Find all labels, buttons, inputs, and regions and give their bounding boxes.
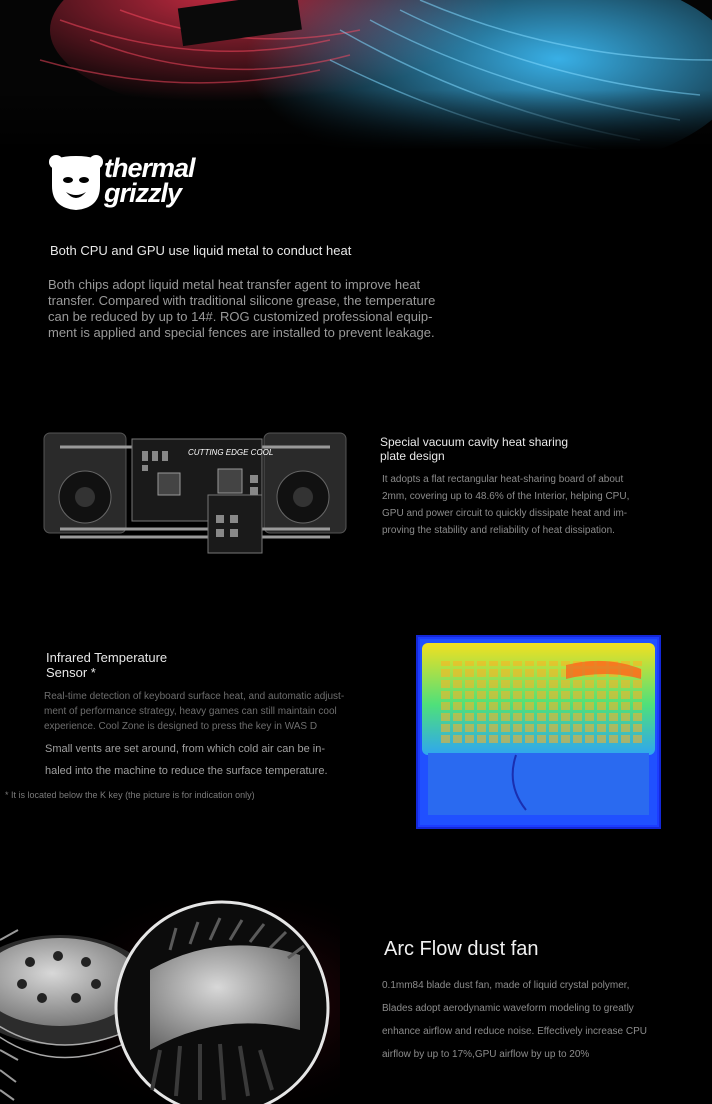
- body-line: GPU and power circuit to quickly dissipate heat and im-: [382, 508, 628, 519]
- infrared-title: [46, 650, 167, 680]
- title-line: Special vacuum cavity heat sharing: [380, 435, 569, 449]
- arc-flow-title: Arc Flow dust fan: [384, 938, 539, 960]
- thermal-image: [416, 635, 661, 829]
- body-line: Real-time detection of keyboard surface heat, and automatic adjust-: [44, 691, 345, 702]
- arc-flow-body: [382, 974, 647, 1066]
- hero-airflow-image: [0, 0, 712, 150]
- body-line: 0.1mm84 blade dust fan, made of liquid crystal polymer,: [382, 980, 630, 991]
- infrared-body-primary: [44, 689, 344, 734]
- board-label: CUTTING EDGE COOL: [188, 448, 274, 457]
- body-line: enhance airflow and reduce noise. Effectively increase CPU: [382, 1026, 647, 1037]
- body-line: transfer. Compared with traditional silicone grease, the temperature: [48, 293, 436, 308]
- body-line: experience. Cool Zone is designed to press the key in WAS D: [44, 721, 318, 732]
- title-line: Infrared Temperature: [46, 650, 168, 665]
- body-line: Blades adopt aerodynamic waveform modeling to greatly: [382, 1003, 634, 1014]
- body-line: Small vents are set around, from which cold air can be in-: [45, 743, 326, 755]
- brand-line-2: grizzly: [104, 178, 182, 208]
- body-line: 2mm, covering up to 48.6% of the Interior, helping CPU,: [382, 491, 630, 502]
- body-line: proving the stability and reliability of heat dissipation.: [382, 525, 615, 536]
- liquid-metal-body: [48, 277, 448, 341]
- brand-line-1: thermal: [104, 153, 195, 183]
- infrared-body-secondary: [45, 738, 328, 782]
- body-line: airflow by up to 17%,GPU airflow by up to 20%: [382, 1049, 590, 1060]
- body-line: can be reduced by up to 14#. ROG customized professional equip-: [48, 309, 433, 324]
- vacuum-cavity-body: [382, 471, 629, 539]
- vacuum-cavity-title: [380, 435, 568, 463]
- body-line: ment is applied and special fences are installed to prevent leakage.: [48, 325, 435, 340]
- arc-flow-fan-image: [0, 900, 340, 1104]
- liquid-metal-title: Both CPU and GPU use liquid metal to conduct heat: [50, 243, 352, 258]
- title-line: Sensor *: [46, 665, 96, 680]
- infrared-footnote: * It is located below the K key (the picture is for indication only): [5, 790, 255, 800]
- body-line: ment of performance strategy, heavy games can still maintain cool: [44, 706, 337, 717]
- title-line: plate design: [380, 449, 445, 463]
- body-line: Both chips adopt liquid metal heat transfer agent to improve heat: [48, 277, 421, 292]
- body-line: It adopts a flat rectangular heat-sharing board of about: [382, 474, 624, 485]
- body-line: haled into the machine to reduce the surface temperature.: [45, 765, 328, 777]
- brand-wordmark: [104, 153, 195, 208]
- heat-sharing-board-image: [40, 425, 352, 565]
